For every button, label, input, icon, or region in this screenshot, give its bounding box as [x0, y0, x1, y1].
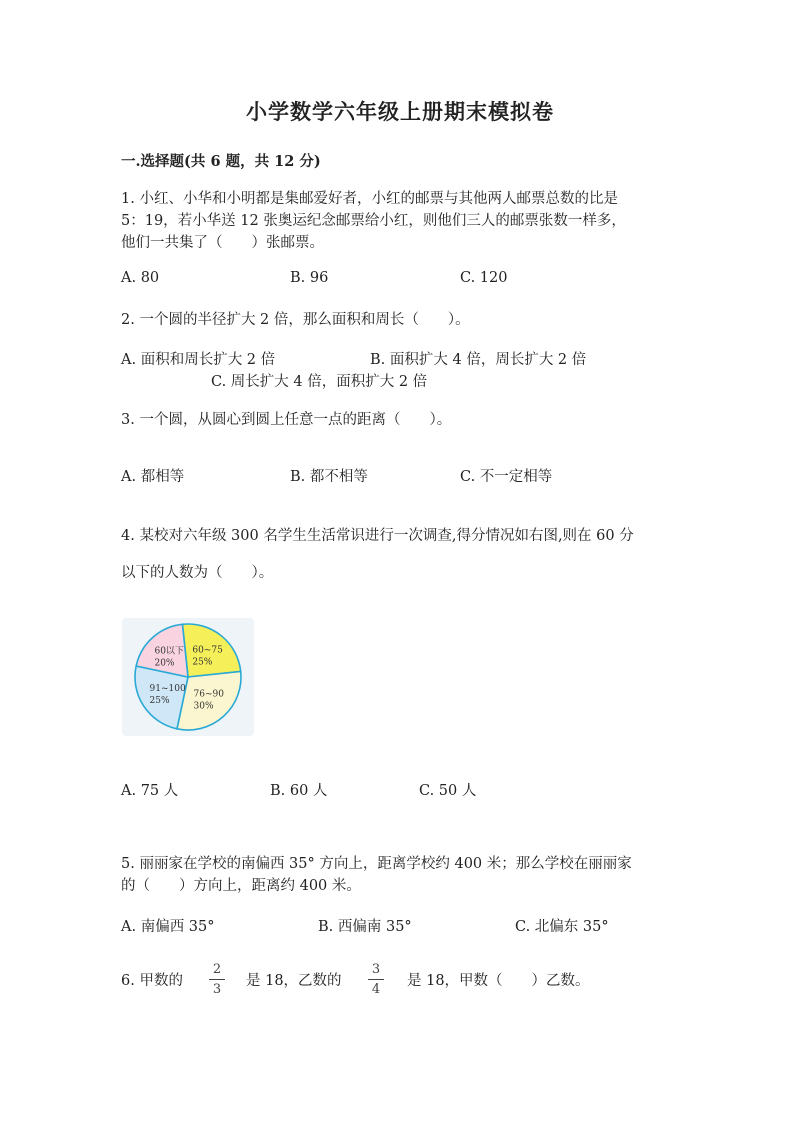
score-pie-chart	[122, 618, 254, 736]
pie-label-below-60: 60以下	[154, 646, 184, 657]
question-6-part-2: 是 18，乙数的	[246, 973, 342, 989]
pie-label-76-90: 76~90	[193, 689, 224, 700]
pie-label-91-100-percent: 25%	[149, 695, 170, 706]
section-heading: 一.选择题(共 6 题，共 12 分)	[121, 153, 321, 170]
question-4-line-2: 以下的人数为（ ）。	[121, 565, 274, 581]
page-title: 小学数学六年级上册期末模拟卷	[246, 99, 554, 124]
pie-label-60-75-percent: 25%	[192, 657, 213, 668]
question-3-option-b[interactable]: B. 都不相等	[290, 469, 368, 485]
pie-label-76-90-percent: 30%	[193, 701, 214, 712]
question-3: 3. 一个圆，从圆心到圆上任意一点的距离（ ）。	[121, 412, 452, 428]
question-2-option-b[interactable]: B. 面积扩大 4 倍，周长扩大 2 倍	[370, 352, 587, 368]
question-4-option-c[interactable]: C. 50 人	[419, 783, 477, 799]
question-1-option-c[interactable]: C. 120	[460, 270, 508, 286]
fraction-2-numerator: 3	[371, 962, 381, 977]
question-6-part-3: 是 18，甲数（ ）乙数。	[407, 973, 590, 989]
fraction-1-denominator: 3	[212, 982, 222, 997]
question-1-line-2: 5：19，若小华送 12 张奥运纪念邮票给小红，则他们三人的邮票张数一样多，	[121, 213, 626, 229]
pie-chart-svg	[122, 618, 254, 736]
fraction-three-quarters	[368, 962, 384, 997]
fraction-two-thirds	[209, 962, 225, 997]
pie-label-below-60-percent: 20%	[154, 658, 175, 669]
question-4-option-b[interactable]: B. 60 人	[270, 783, 328, 799]
question-3-option-c[interactable]: C. 不一定相等	[460, 469, 553, 485]
pie-label-91-100: 91~100	[149, 683, 186, 694]
fraction-1-numerator: 2	[212, 962, 222, 977]
question-5-line-1: 5. 丽丽家在学校的南偏西 35° 方向上，距离学校约 400 米；那么学校在丽丽家	[121, 856, 632, 872]
question-4-option-a[interactable]: A. 75 人	[121, 783, 179, 799]
question-5-line-2: 的（ ）方向上，距离约 400 米。	[121, 878, 361, 894]
question-6-part-1: 6. 甲数的	[121, 973, 183, 989]
question-1	[121, 188, 681, 254]
question-5-option-c[interactable]: C. 北偏东 35°	[515, 919, 609, 935]
question-1-line-3: 他们一共集了（ ）张邮票。	[121, 235, 324, 251]
question-5-option-a[interactable]: A. 南偏西 35°	[121, 919, 215, 935]
question-2-option-a[interactable]: A. 面积和周长扩大 2 倍	[121, 352, 276, 368]
question-5	[121, 853, 701, 897]
question-2: 2. 一个圆的半径扩大 2 倍，那么面积和周长（ ）。	[121, 312, 470, 328]
question-1-option-a[interactable]: A. 80	[121, 270, 160, 286]
question-4-line-1: 4. 某校对六年级 300 名学生生活常识进行一次调查,得分情况如右图,则在 60 分	[121, 528, 634, 544]
question-5-option-b[interactable]: B. 西偏南 35°	[318, 919, 412, 935]
question-1-option-b[interactable]: B. 96	[290, 270, 329, 286]
fraction-1-bar	[209, 979, 225, 980]
fraction-2-denominator: 4	[371, 982, 381, 997]
question-3-option-a[interactable]: A. 都相等	[121, 469, 185, 485]
fraction-2-bar	[368, 979, 384, 980]
pie-label-60-75: 60~75	[192, 645, 223, 656]
question-1-line-1: 1. 小红、小华和小明都是集邮爱好者，小红的邮票与其他两人邮票总数的比是	[121, 191, 618, 207]
question-2-option-c[interactable]: C. 周长扩大 4 倍，面积扩大 2 倍	[211, 374, 428, 390]
